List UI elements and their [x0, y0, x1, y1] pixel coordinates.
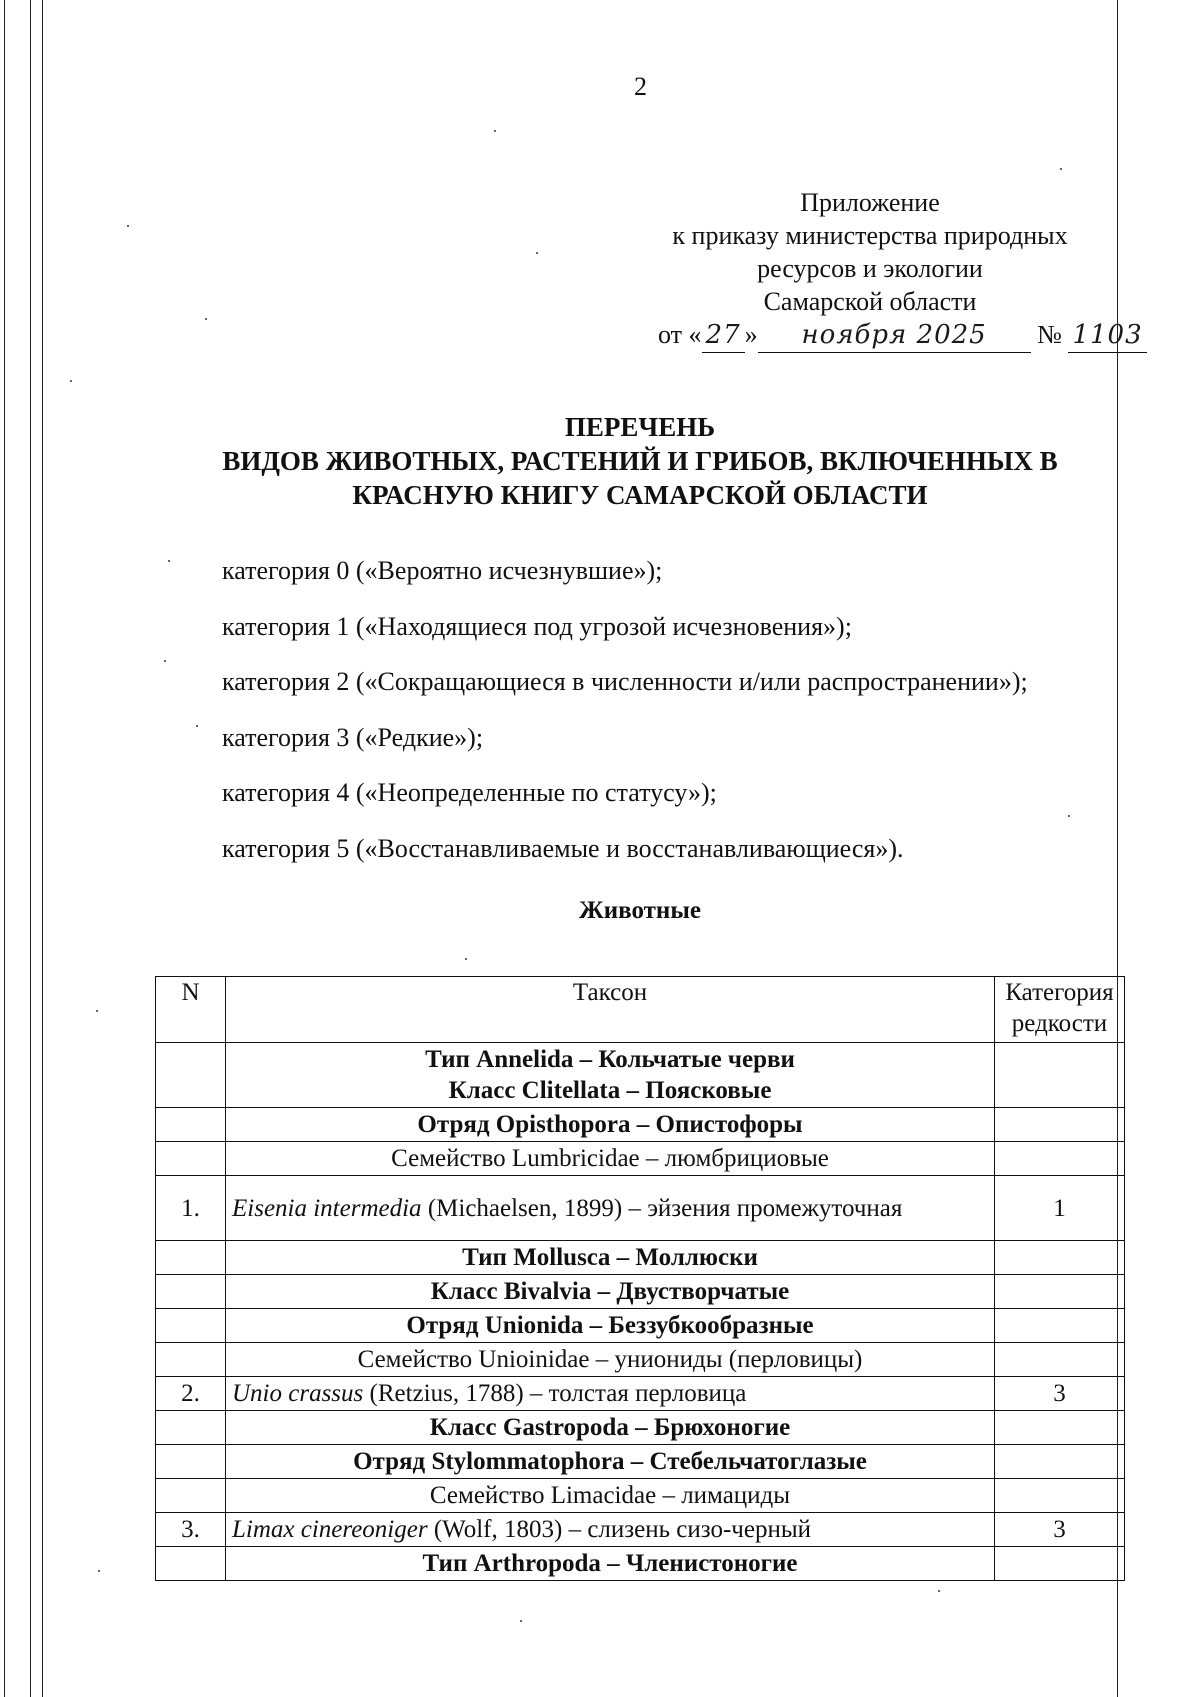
taxon-cell: Тип Arthropoda – Членистоногие [226, 1547, 995, 1581]
table-row [156, 1547, 1125, 1581]
ref-prefix: от « [658, 320, 702, 349]
row-number: 3. [156, 1513, 226, 1547]
scan-margin-line [4, 0, 5, 1697]
category-item: категория 1 («Находящиеся под угрозой исчезновения»); [222, 611, 852, 641]
taxon-cell: Класс Gastropoda – Брюхоногие [226, 1411, 995, 1445]
title-line: ПЕРЕЧЕНЬ [564, 412, 716, 442]
taxon-cell: Отряд Unionida – Беззубкообразные [226, 1309, 995, 1343]
category-value: 3 [995, 1513, 1125, 1547]
taxon-cell: Семейство Unioinidae – униониды (перловицы) [226, 1343, 995, 1377]
header-n: N [156, 977, 226, 1043]
table-header-row [156, 977, 1125, 1043]
table-row [156, 1043, 1125, 1108]
species-rest: (Wolf, 1803) – слизень сизо-черный [427, 1516, 812, 1543]
table-row [156, 1108, 1125, 1142]
scan-margin-line [30, 0, 31, 1697]
table-row [156, 1411, 1125, 1445]
species-name: Limax cinereoniger [232, 1516, 428, 1543]
species-name: Unio crassus [232, 1380, 364, 1407]
category-list [222, 556, 1028, 889]
taxon-cell: Отряд Stylommatophora – Стебельчатоглазые [226, 1445, 995, 1479]
table-row [156, 1176, 1125, 1241]
title-line: КРАСНУЮ КНИГУ САМАРСКОЙ ОБЛАСТИ [352, 480, 928, 510]
ref-mid: » [744, 320, 758, 349]
ref-date-handwritten: ноября 2025 [758, 319, 1031, 353]
appendix-line: Приложение [800, 188, 940, 217]
category-item: категория 0 («Вероятно исчезнувшие»); [222, 556, 663, 585]
ref-no-label: № [1037, 320, 1062, 349]
appendix-line: ресурсов и экологии [757, 254, 983, 283]
table-row [156, 1513, 1125, 1547]
header-category [995, 977, 1125, 1043]
taxon-cell [226, 1377, 995, 1411]
table-row [156, 1343, 1125, 1377]
table-row [156, 1445, 1125, 1479]
ref-number-handwritten: 1103 [1068, 319, 1146, 353]
species-rest: (Retzius, 1788) – толстая перловица [363, 1380, 747, 1407]
header-category-line: редкости [1011, 1010, 1108, 1037]
category-item: категория 3 («Редкие»); [222, 722, 484, 752]
category-item: категория 5 («Восстанавливаемые и восстанавливающиеся»). [222, 833, 904, 863]
row-number: 1. [156, 1176, 226, 1241]
taxon-cell: Класс Bivalvia – Двустворчатые [226, 1275, 995, 1309]
taxon-cell [226, 1043, 995, 1108]
table-row [156, 1309, 1125, 1343]
header-category-line: Категория [1005, 979, 1114, 1006]
taxon-cell: Отряд Opisthopora – Опистофоры [226, 1108, 995, 1142]
taxon-cell: Тип Mollusca – Моллюски [226, 1241, 995, 1275]
section-heading-animals: Животные [579, 897, 701, 924]
category-item: категория 4 («Неопределенные по статусу»); [222, 778, 717, 807]
category-item: категория 2 («Сокращающиеся в численности и/или распространении»); [222, 667, 1028, 696]
taxon-line: Класс Clitellata – Поясковые [448, 1077, 772, 1104]
title-line: ВИДОВ ЖИВОТНЫХ, РАСТЕНИЙ И ГРИБОВ, ВКЛЮЧЕННЫХ В [222, 446, 1058, 476]
scan-margin-line [42, 0, 43, 1697]
table-row [156, 1241, 1125, 1275]
table-row [156, 1479, 1125, 1513]
taxon-cell [226, 1176, 995, 1241]
taxon-cell: Семейство Limacidae – лимациды [226, 1479, 995, 1513]
appendix-block [640, 186, 1143, 350]
category-value: 1 [995, 1176, 1125, 1241]
appendix-line: Самарской области [763, 287, 977, 316]
appendix-line: к приказу министерства природных [672, 221, 1068, 250]
category-value: 3 [995, 1377, 1125, 1411]
taxon-cell [226, 1513, 995, 1547]
table-row [156, 1142, 1125, 1176]
taxon-cell: Семейство Lumbricidae – люмбрициовые [226, 1142, 995, 1176]
taxon-line: Тип Annelida – Кольчатые черви [425, 1046, 795, 1073]
table-row [156, 1275, 1125, 1309]
species-rest: (Michaelsen, 1899) – эйзения промежуточная [421, 1194, 903, 1222]
document-title [170, 410, 1110, 512]
taxa-table [155, 976, 1125, 1581]
row-number: 2. [156, 1377, 226, 1411]
page-number: 2 [634, 72, 647, 101]
species-name: Eisenia intermedia [232, 1194, 422, 1222]
ref-day-handwritten: 27 [702, 319, 745, 353]
header-taxon: Таксон [226, 977, 995, 1043]
order-reference [658, 318, 1147, 353]
table-row [156, 1377, 1125, 1411]
